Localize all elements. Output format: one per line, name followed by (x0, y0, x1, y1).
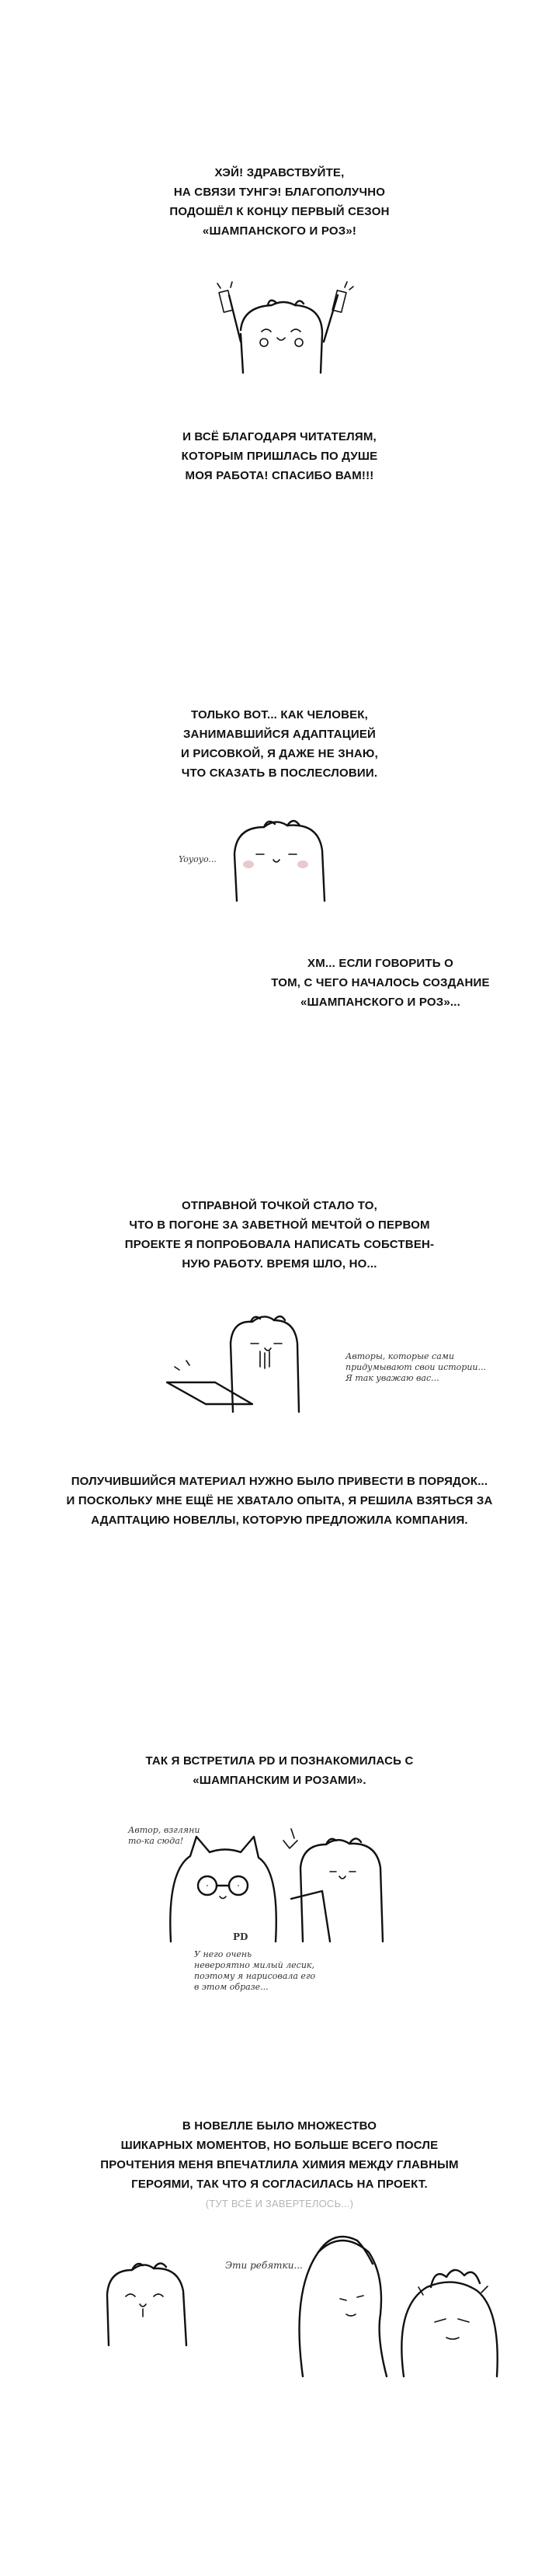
caption-line: И ПОСКОЛЬКУ МНЕ ЕЩЁ НЕ ХВАТАЛО ОПЫТА, Я РЕШИЛА ВЗЯТЬСЯ ЗА (66, 1494, 493, 1507)
caption-line: КОТОРЫМ ПРИШЛАСЬ ПО ДУШЕ (181, 450, 378, 463)
blushing-cat-illustration (225, 812, 342, 905)
pd-description (194, 1949, 315, 1993)
caption-line: ЗАНИМАВШИЙСЯ АДАПТАЦИЕЙ (182, 728, 377, 741)
cat-smiling-illustration (101, 2256, 202, 2349)
caption-line: ХЭЙ! ЗДРАВСТВУЙТЕ, (214, 166, 345, 179)
yoyoyo-note: Yoyoyo... (179, 854, 217, 864)
note-line: Автор, взгляни (128, 1825, 200, 1835)
note-line: У него очень (194, 1949, 252, 1959)
caption-line: ТОЛЬКО ВОТ... КАК ЧЕЛОВЕК, (190, 708, 369, 721)
note-line: в этом образе... (194, 1982, 269, 1992)
caption-line: «ШАМПАНСКОГО И РОЗ»! (202, 224, 357, 238)
caption-line: ПРОЧТЕНИЯ МЕНЯ ВПЕЧАТЛИЛА ХИМИЯ МЕЖДУ ГЛАВНЫМ (100, 2158, 459, 2171)
caption-8 (89, 2116, 470, 2213)
note-line: то-ка сюда! (128, 1836, 184, 1846)
caption-line: ХМ... ЕСЛИ ГОВОРИТЬ О (307, 957, 453, 970)
caption-4 (233, 954, 528, 1012)
caption-6 (31, 1472, 528, 1530)
caption-1 (124, 163, 435, 241)
note-line: невероятно милый лесик, (194, 1960, 314, 1970)
caption-line: ТОМ, С ЧЕГО НАЧАЛОСЬ СОЗДАНИЕ (271, 976, 490, 989)
cat-laptop-illustration (159, 1312, 338, 1413)
caption-line: ТАК Я ВСТРЕТИЛА PD И ПОЗНАКОМИЛАСЬ С (145, 1754, 414, 1768)
caption-line: МОЯ РАБОТА! СПАСИБО ВАМ!!! (185, 469, 374, 482)
caption-line: ПРОЕКТЕ Я ПОПРОБОВАЛА НАПИСАТЬ СОБСТВЕН- (124, 1238, 435, 1251)
authors-note (345, 1351, 486, 1384)
these-guys-note: Эти ребятки... (225, 2260, 303, 2271)
caption-line: И РИСОВКОЙ, Я ДАЖЕ НЕ ЗНАЮ, (181, 747, 378, 760)
caption-3 (124, 705, 435, 783)
caption-line: «ШАМПАНСКОГО И РОЗ»... (300, 996, 461, 1009)
caption-line: НА СВЯЗИ ТУНГЭ! БЛАГОПОЛУЧНО (173, 186, 386, 199)
two-characters-illustration (287, 2221, 520, 2376)
caption-7 (124, 1751, 435, 1790)
caption-aside: (ТУТ ВСЁ И ЗАВЕРТЕЛОСЬ...) (205, 2198, 354, 2209)
note-line: Я так уважаю вас... (345, 1373, 439, 1383)
caption-5 (105, 1196, 454, 1274)
caption-line: И ВСЁ БЛАГОДАРЯ ЧИТАТЕЛЯМ, (182, 430, 377, 443)
caption-line: В НОВЕЛЛЕ БЫЛО МНОЖЕСТВО (182, 2119, 377, 2133)
caption-line: ЧТО В ПОГОНЕ ЗА ЗАВЕТНОЙ МЕЧТОЙ О ПЕРВОМ (129, 1218, 430, 1232)
caption-line: ГЕРОЯМИ, ТАК ЧТО Я СОГЛАСИЛАСЬ НА ПРОЕКТ. (131, 2178, 428, 2191)
caption-line: ОТПРАВНОЙ ТОЧКОЙ СТАЛО ТО, (181, 1199, 378, 1212)
cheering-cat-illustration (198, 276, 361, 384)
caption-line: АДАПТАЦИЮ НОВЕЛЛЫ, КОТОРУЮ ПРЕДЛОЖИЛА КОМПАНИЯ. (91, 1514, 468, 1527)
caption-2 (124, 427, 435, 485)
note-line: придумывают свои истории... (345, 1362, 486, 1372)
pd-and-cat-illustration (167, 1825, 431, 1949)
pd-label: PD (233, 1931, 248, 1942)
caption-line: «ШАМПАНСКИМ И РОЗАМИ». (193, 1774, 366, 1787)
note-line: Авторы, которые сами (345, 1351, 454, 1361)
caption-line: ПОДОШЁЛ К КОНЦУ ПЕРВЫЙ СЕЗОН (169, 205, 390, 218)
caption-line: ШИКАРНЫХ МОМЕНТОВ, НО БОЛЬШЕ ВСЕГО ПОСЛЕ (120, 2139, 439, 2152)
caption-line: ЧТО СКАЗАТЬ В ПОСЛЕСЛОВИИ. (181, 767, 378, 780)
caption-line: ПОЛУЧИВШИЙСЯ МАТЕРИАЛ НУЖНО БЫЛО ПРИВЕСТИ В ПОРЯДОК... (71, 1475, 488, 1488)
caption-line: НУЮ РАБОТУ. ВРЕМЯ ШЛО, НО... (182, 1257, 377, 1271)
note-line: поэтому я нарисовала его (194, 1971, 316, 1981)
